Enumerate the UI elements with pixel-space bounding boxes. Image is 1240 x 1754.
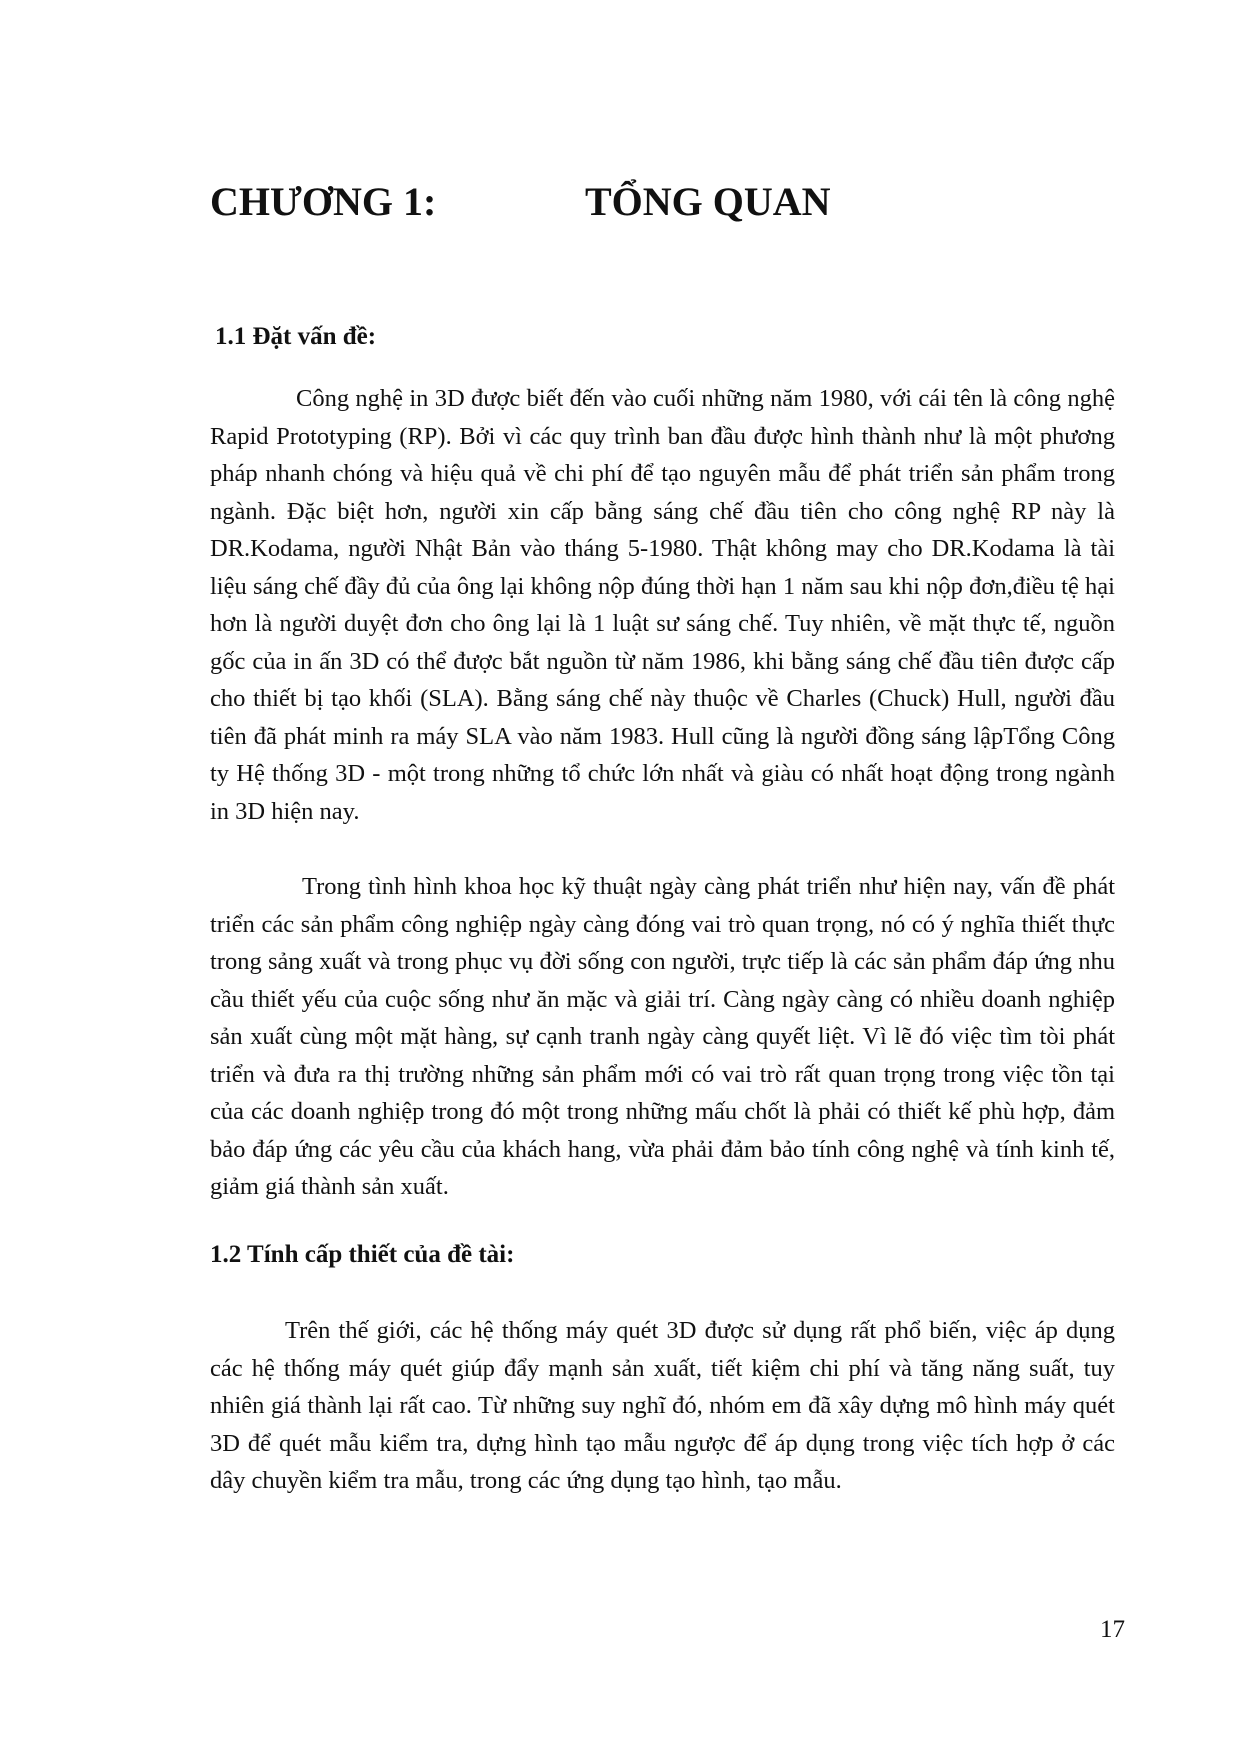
page-number: 17 — [1100, 1616, 1125, 1643]
section-1-2-paragraph-1: Trên thế giới, các hệ thống máy quét 3D được sử dụng rất phổ biến, việc áp dụng các hệ thống máy quét giúp đẩy mạnh sản xuất, tiết kiệm chi phí và tăng năng suất, tuy nhiên giá thành lại rất cao. Từ những suy nghĩ đó, nhóm em đã xây dựng mô hình máy quét 3D để quét mẫu kiểm tra, dựng hình tạo mẫu ngược để áp dụng trong việc tích hợp ở các dây chuyền kiểm tra mẫu, trong các ứng dụng tạo hình, tạo mẫu. — [210, 1317, 1115, 1494]
section-1-1-paragraph-1: Công nghệ in 3D được biết đến vào cuối những năm 1980, với cái tên là công nghệ Rapid Prototyping (RP). Bởi vì các quy trình ban đầu được hình thành như là một phương pháp nhanh chóng và hiệu quả về chi phí để tạo nguyên mẫu để phát triển sản phẩm trong ngành. Đặc biệt hơn, người xin cấp bằng sáng chế đầu tiên cho công nghệ RP này là DR.Kodama, người Nhật Bản vào tháng 5-1980. Thật không may cho DR.Kodama là tài liệu sáng chế đầy đủ của ông lại không nộp đúng thời hạn 1 năm sau khi nộp đơn,điều tệ hại hơn là người duyệt đơn cho ông lại là 1 luật sư sáng chế. Tuy nhiên, về mặt thực tế, nguồn gốc của in ấn 3D có thể được bắt nguồn từ năm 1986, khi bằng sáng chế đầu tiên được cấp cho thiết bị tạo khối (SLA). Bằng sáng chế này thuộc về Charles (Chuck) Hull, người đầu tiên đã phát minh ra máy SLA vào năm 1983. Hull cũng là người đồng sáng lậpTổng Công ty Hệ thống 3D - một trong những tổ chức lớn nhất và giàu có nhất hoạt động trong ngành in 3D hiện nay. — [210, 385, 1115, 825]
chapter-title: TỔNG QUAN — [585, 179, 831, 224]
chapter-number: CHƯƠNG 1: — [210, 179, 437, 224]
section-heading-1-1: 1.1 Đặt vấn đề: — [215, 323, 377, 350]
section-heading-1-2: 1.2 Tính cấp thiết của đề tài: — [210, 1241, 515, 1268]
section-1-1-paragraph-2: Trong tình hình khoa học kỹ thuật ngày càng phát triển như hiện nay, vấn đề phát triển các sản phẩm công nghiệp ngày càng đóng vai trò quan trọng, nó có ý nghĩa thiết thực trong sảng xuất và trong phục vụ đời sống con người, trực tiếp là các sản phẩm đáp ứng nhu cầu thiết yếu của cuộc sống như ăn mặc và giải trí. Càng ngày càng có nhiều doanh nghiệp sản xuất cùng một mặt hàng, sự cạnh tranh ngày càng quyết liệt. Vì lẽ đó việc tìm tòi phát triển và đưa ra thị trường những sản phẩm mới có vai trò rất quan trọng trong việc tồn tại của các doanh nghiệp trong đó một trong những mấu chốt là phải có thiết kế phù hợp, đảm bảo đáp ứng các yêu cầu của khách hang, vừa phải đảm bảo tính công nghệ và tính kinh tế, giảm giá thành sản xuất. — [210, 873, 1115, 1200]
